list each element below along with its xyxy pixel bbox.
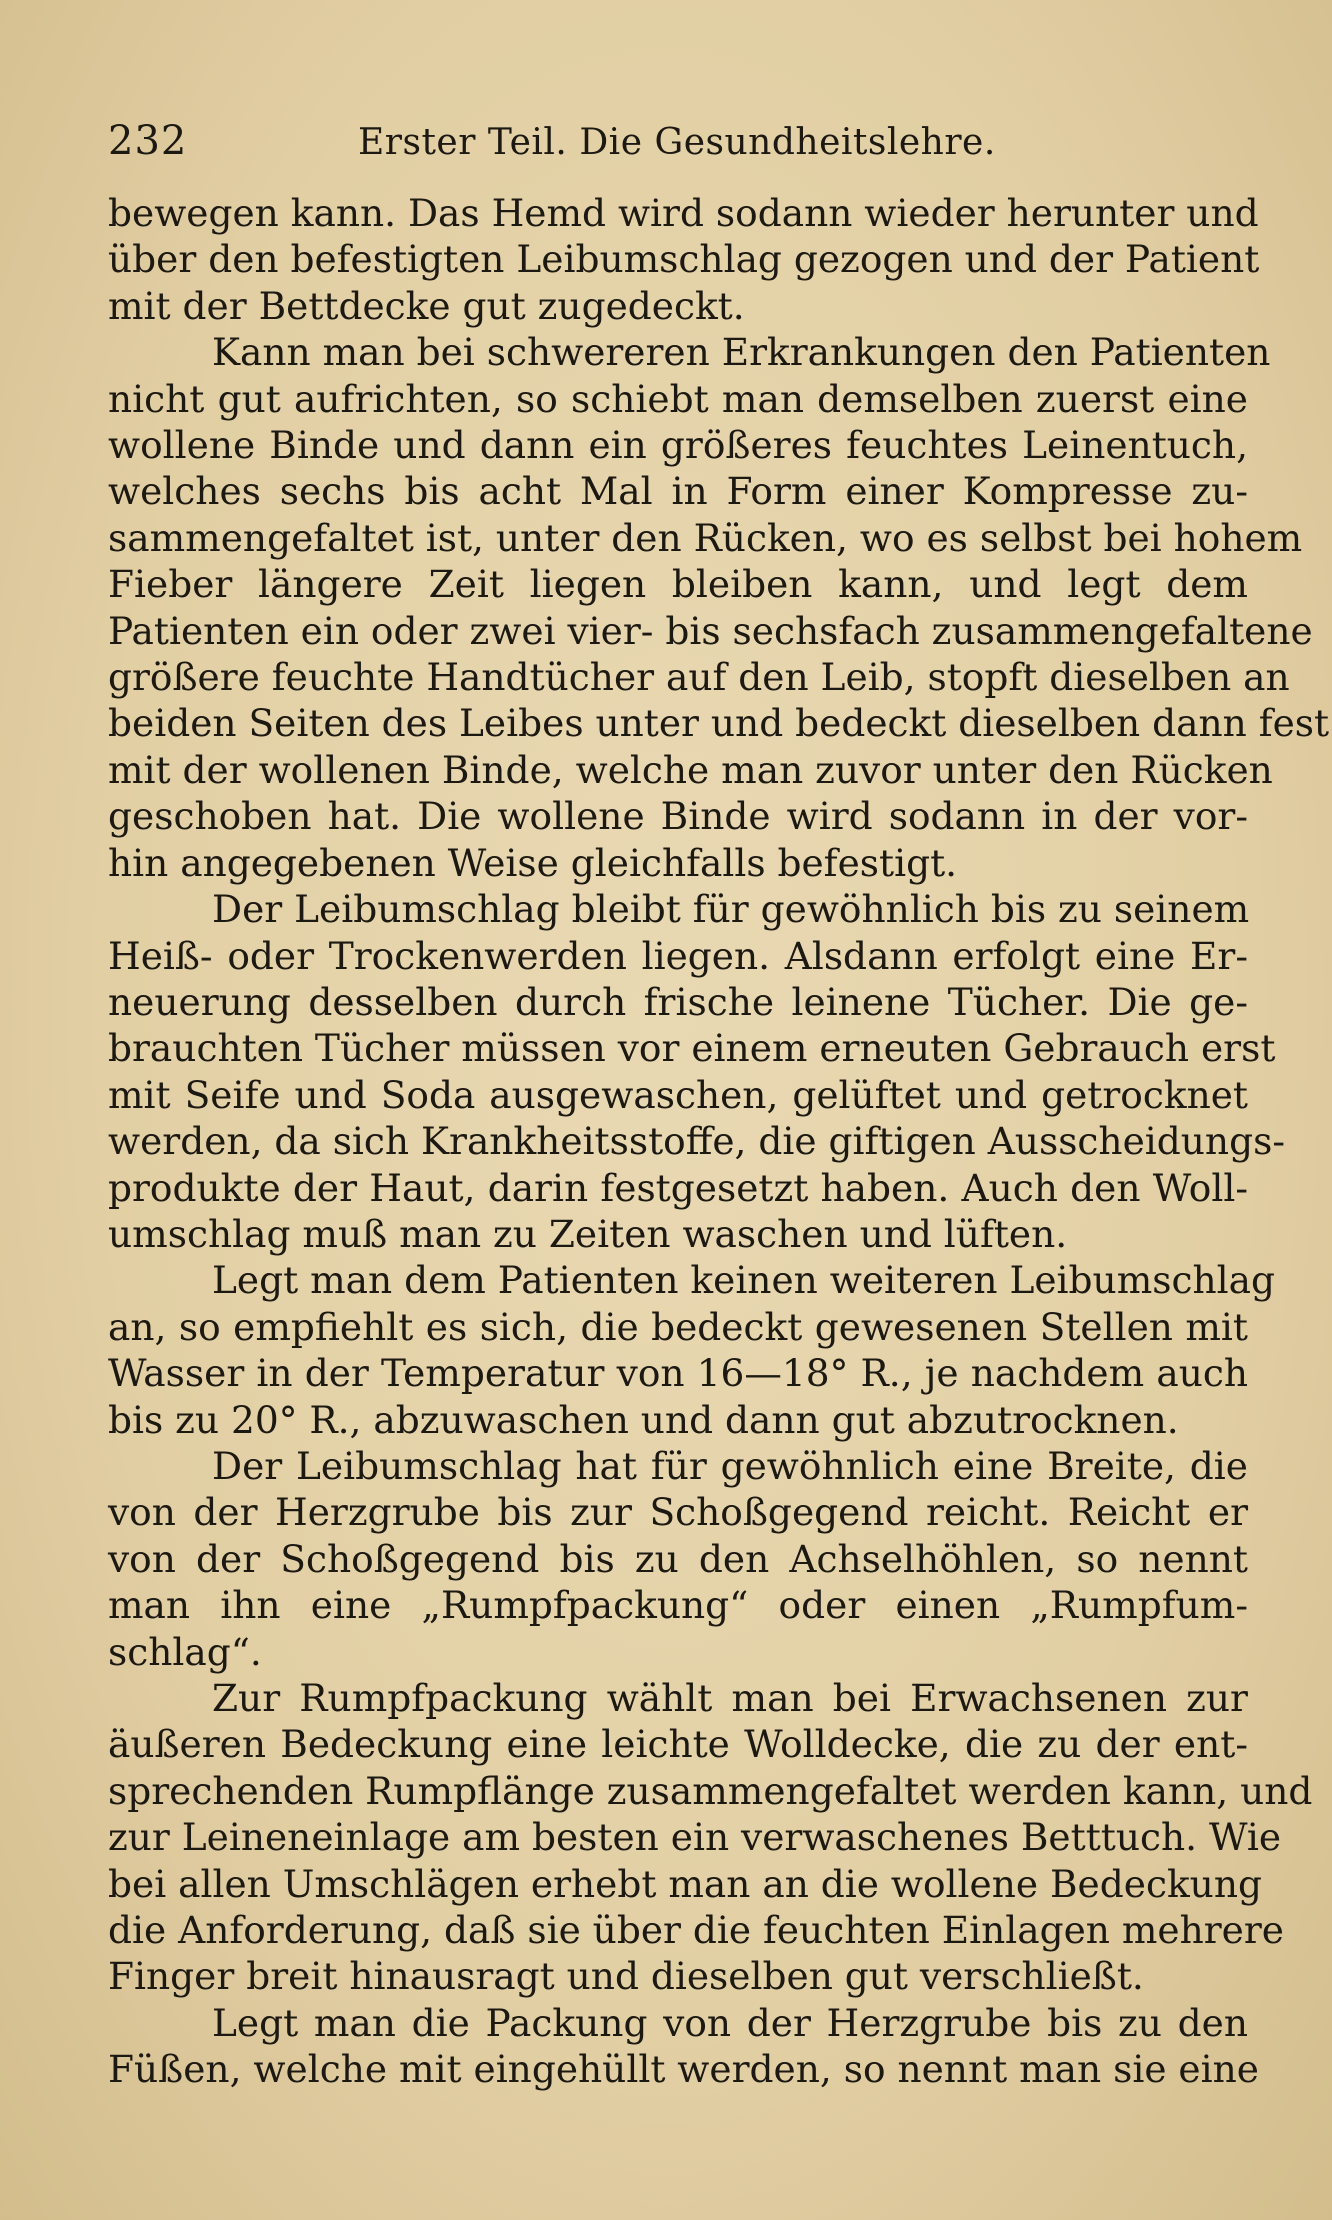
text-line: mit der wollenen Binde, welche man zuvor unter den Rücken [108, 747, 1273, 792]
text-line: größere feuchte Handtücher auf den Leib, stopft dieselben an [108, 655, 1290, 700]
text-line: Legt man die Packung von der Herzgrube bis zu den [212, 2000, 1248, 2045]
text-line: umschlag muß man zu Zeiten waschen und lüften. [108, 1211, 1068, 1256]
text-line: geschoben hat. Die wollene Binde wird sodann in der vor- [108, 794, 1248, 839]
text-line: Legt man dem Patienten keinen weiteren Leibumschlag [212, 1258, 1276, 1303]
text-line: sammengefaltet ist, unter den Rücken, wo es selbst bei hohem [108, 515, 1303, 560]
text-line: bei allen Umschlägen erhebt man an die wollene Bedeckung [108, 1861, 1262, 1906]
text-line: von der Schoßgegend bis zu den Achselhöhlen, so nennt [108, 1536, 1248, 1581]
text-line: Zur Rumpfpackung wählt man bei Erwachsenen zur [212, 1676, 1248, 1720]
text-line: bewegen kann. Das Hemd wird sodann wieder herunter und [108, 191, 1259, 235]
body-text [108, 190, 1330, 2093]
text-line: Finger breit hinausragt und dieselben gut verschließt. [108, 1954, 1144, 1999]
text-line: hin angegebenen Weise gleichfalls befestigt. [108, 840, 958, 885]
text-line: beiden Seiten des Leibes unter und bedeckt dieselben dann fest [108, 701, 1330, 746]
text-line: zur Leineneinlage am besten ein verwaschenes Betttuch. Wie [108, 1815, 1282, 1860]
text-line: schlag“. [108, 1629, 262, 1674]
text-line: von der Herzgrube bis zur Schoßgegend reicht. Reicht er [108, 1490, 1248, 1535]
text-line: brauchten Tücher müssen vor einem erneuten Gebrauch erst [108, 1026, 1276, 1071]
text-line: Heiß- oder Trockenwerden liegen. Alsdann erfolgt eine Er- [108, 933, 1248, 978]
text-line: Fieber längere Zeit liegen bleiben kann, und legt dem [108, 562, 1248, 607]
text-line: mit der Bettdecke gut zugedeckt. [108, 283, 745, 328]
text-line: welches sechs bis acht Mal in Form einer Kompresse zu- [108, 469, 1248, 514]
text-line: Wasser in der Temperatur von 16—18° R., je nachdem auch [108, 1351, 1248, 1396]
text-line: bis zu 20° R., abzuwaschen und dann gut abzutrocknen. [108, 1397, 1179, 1442]
page-number: 232 [108, 118, 188, 164]
text-line: man ihn eine „Rumpfpackung“ oder einen „Rumpfum- [108, 1583, 1248, 1628]
text-line: über den befestigten Leibumschlag gezogen und der Patient [108, 237, 1260, 282]
text-line: werden, da sich Krankheitsstoffe, die giftigen Ausscheidungs- [108, 1119, 1286, 1164]
running-title: Erster Teil. Die Gesundheitslehre. [358, 122, 996, 163]
text-line: die Anforderung, daß sie über die feuchten Einlagen mehrere [108, 1908, 1284, 1953]
text-line: produkte der Haut, darin festgesetzt haben. Auch den Woll- [108, 1165, 1248, 1210]
text-line: Füßen, welche mit eingehüllt werden, so nennt man sie eine [108, 2047, 1259, 2092]
running-head [108, 118, 1248, 190]
text-line: wollene Binde und dann ein größeres feuchtes Leinentuch, [108, 423, 1248, 468]
text-line: Kann man bei schwereren Erkrankungen den Patienten [212, 330, 1271, 375]
text-line: Der Leibumschlag bleibt für gewöhnlich bis zu seinem [212, 887, 1250, 932]
text-line: sprechenden Rumpflänge zusammengefaltet werden kann, und [108, 1768, 1313, 1813]
text-line: neuerung desselben durch frische leinene Tücher. Die ge- [108, 979, 1248, 1024]
text-line: nicht gut aufrichten, so schiebt man demselben zuerst eine [108, 376, 1248, 421]
text-line: äußeren Bedeckung eine leichte Wolldecke, die zu der ent- [108, 1722, 1248, 1767]
text-line: mit Seife und Soda ausgewaschen, gelüftet und getrocknet [108, 1072, 1248, 1117]
text-line: Der Leibumschlag hat für gewöhnlich eine Breite, die [212, 1443, 1248, 1488]
text-line: Patienten ein oder zwei vier- bis sechsfach zusammengefaltene [108, 608, 1313, 653]
text-line: an, so empfiehlt es sich, die bedeckt gewesenen Stellen mit [108, 1304, 1248, 1349]
